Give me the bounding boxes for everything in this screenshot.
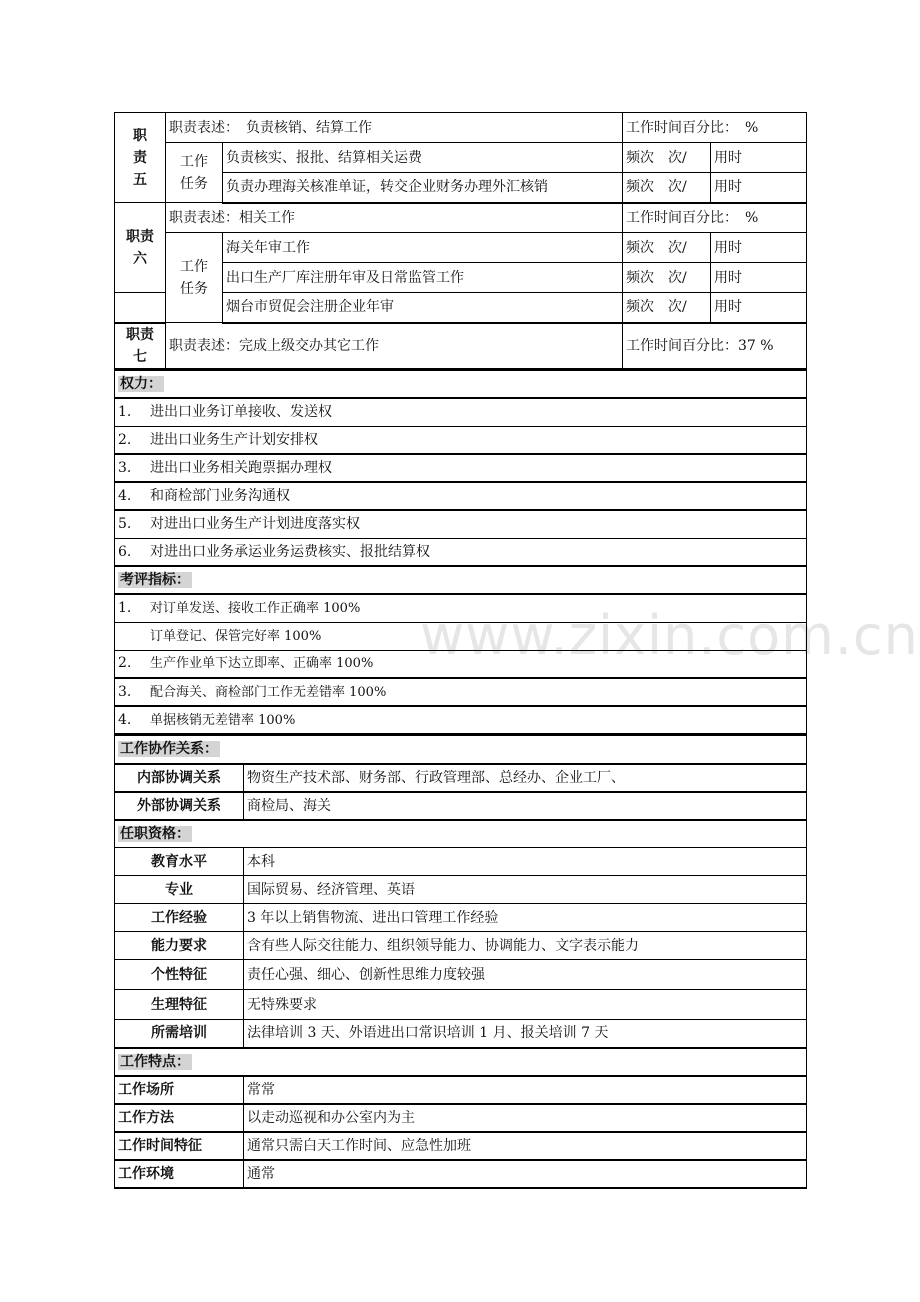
duty6-task-3: 烟台市贸促会注册企业年审: [223, 293, 623, 323]
duty5-label: 职 责 五: [115, 113, 166, 203]
qualification-row: [115, 876, 807, 904]
qualification-label: 能力要求: [115, 932, 244, 960]
power-item-number: 4.: [118, 488, 132, 504]
feature-value: 通常: [244, 1160, 807, 1188]
power-item: [115, 454, 807, 482]
qualification-value: 无特殊要求: [244, 990, 807, 1020]
relation-row: [115, 764, 807, 792]
feature-label: 工作环境: [115, 1160, 244, 1188]
feature-row: [115, 1132, 807, 1160]
duty6-task-row: [115, 233, 807, 263]
duty5-task-2: 负责办理海关核准单证，转交企业财务办理外汇核销: [223, 173, 623, 203]
duty6-task-1: 海关年审工作: [223, 233, 623, 263]
kpi-title: 考评指标：: [120, 572, 190, 588]
power-item-text: 进出口业务生产计划安排权: [150, 431, 318, 448]
duty6-task-2-time: 用时: [711, 263, 807, 293]
duty5-task-2-time: 用时: [711, 173, 807, 203]
duty6-row: [115, 203, 807, 233]
duty6-task-3-freq: 频次 次/: [623, 293, 711, 323]
duty6-task-label: 工作 任务: [166, 233, 223, 323]
duty7-percent: 工作时间百分比：37 %: [623, 323, 807, 369]
feature-row: [115, 1104, 807, 1132]
power-item-text: 进出口业务订单接收、发送权: [150, 404, 332, 421]
kpi-item-number: 4.: [118, 711, 132, 728]
powers-kpi-table: [114, 370, 807, 736]
duty5-task-1-freq: 频次 次/: [623, 143, 711, 173]
kpi-item-number: 3.: [118, 683, 132, 700]
duty6-label: 职责 六: [115, 203, 166, 293]
qualification-value: 3 年以上销售物流、进出口管理工作经验: [244, 904, 807, 932]
feature-value: 以走动巡视和办公室内为主: [244, 1104, 807, 1132]
relation-row: [115, 792, 807, 820]
relation-label: 内部协调关系: [115, 764, 244, 792]
duty5-task-label: 工作 任务: [166, 143, 223, 203]
qualification-value: 本科: [244, 848, 807, 876]
duty6-description: 职责表述：相关工作: [166, 203, 623, 233]
power-item-number: 3.: [118, 460, 132, 476]
duty6-percent: 工作时间百分比： %: [623, 203, 807, 233]
qualification-row: [115, 960, 807, 990]
duty5-task-1: 负责核实、报批、结算相关运费: [223, 143, 623, 173]
qualification-row: [115, 932, 807, 960]
power-item-number: 1.: [118, 404, 132, 421]
feature-row: [115, 1160, 807, 1188]
kpi-item-text: 配合海关、商检部门工作无差错率 100%: [150, 684, 387, 700]
kpi-item: [115, 706, 807, 734]
duty5-percent: 工作时间百分比： %: [623, 113, 807, 143]
qualification-label: 教育水平: [115, 848, 244, 876]
power-item-number: 6.: [118, 543, 132, 560]
relations-title: 工作协作关系：: [120, 741, 218, 758]
watermark-text: www.zixin.com.cn: [420, 604, 919, 667]
power-item: [115, 482, 807, 510]
relation-label: 外部协调关系: [115, 792, 244, 820]
duty7-description: 职责表述：完成上级交办其它工作: [166, 323, 623, 369]
duty7-label: 职责 七: [115, 323, 166, 369]
power-item: [115, 426, 807, 454]
kpi-item-number: 1.: [118, 599, 132, 616]
qualification-label: 所需培训: [115, 1020, 244, 1048]
duty5-description: 职责表述： 负责核销、结算工作: [166, 113, 623, 143]
relation-value: 商检局、海关: [244, 792, 807, 820]
kpi-item-text: 订单登记、保管完好率 100%: [150, 628, 322, 644]
qualification-label: 个性特征: [115, 960, 244, 990]
details-table: [114, 735, 807, 1189]
job-description-document: [114, 112, 806, 1189]
relation-value: 物资生产技术部、财务部、行政管理部、总经办、企业工厂、: [244, 764, 807, 792]
duties-table: [114, 112, 807, 370]
kpi-item-text: 单据核销无差错率 100%: [150, 712, 296, 728]
feature-value: 通常只需白天工作时间、应急性加班: [244, 1132, 807, 1160]
duty7-row: [115, 323, 807, 369]
duty5-task-2-freq: 频次 次/: [623, 173, 711, 203]
duty6-task-1-freq: 频次 次/: [623, 233, 711, 263]
qualifications-title: 任职资格：: [120, 825, 190, 842]
power-item: [115, 510, 807, 538]
feature-label: 工作时间特征: [115, 1132, 244, 1160]
power-item-number: 2.: [118, 431, 132, 448]
power-item: [115, 398, 807, 426]
feature-label: 工作方法: [115, 1104, 244, 1132]
power-item-text: 进出口业务相关跑票据办理权: [150, 460, 332, 476]
power-item: [115, 538, 807, 566]
qualification-label: 工作经验: [115, 904, 244, 932]
kpi-section-title: [115, 566, 807, 594]
kpi-item: [115, 622, 807, 650]
feature-label: 工作场所: [115, 1076, 244, 1104]
duty6-empty-label: [115, 293, 166, 323]
qualification-row: [115, 1020, 807, 1048]
power-item-text: 对进出口业务承运业务运费核实、报批结算权: [150, 543, 430, 560]
duty6-task-2-freq: 频次 次/: [623, 263, 711, 293]
qualifications-section-title: [115, 820, 807, 848]
kpi-item-text: 生产作业单下达立即率、正确率 100%: [150, 656, 374, 672]
qualification-row: [115, 848, 807, 876]
features-title: 工作特点：: [120, 1053, 190, 1070]
power-item-text: 对进出口业务生产计划进度落实权: [150, 516, 360, 533]
kpi-item-text: 对订单发送、接收工作正确率 100%: [150, 600, 361, 616]
qualification-label: 专业: [115, 876, 244, 904]
duty6-task-2: 出口生产厂库注册年审及日常监管工作: [223, 263, 623, 293]
qualification-row: [115, 904, 807, 932]
qualification-value: 责任心强、细心、创新性思维力度较强: [244, 960, 807, 990]
kpi-item: [115, 594, 807, 622]
qualification-value: 国际贸易、经济管理、英语: [244, 876, 807, 904]
kpi-item-number: 2.: [118, 655, 132, 672]
feature-value: 常常: [244, 1076, 807, 1104]
kpi-item: [115, 678, 807, 706]
duty6-task-3-time: 用时: [711, 293, 807, 323]
power-item-number: 5.: [118, 516, 132, 533]
relations-section-title: [115, 736, 807, 764]
duty5-row: [115, 113, 807, 143]
powers-title: 权力：: [120, 375, 162, 392]
qualification-value: 含有些人际交往能力、组织领导能力、协调能力、文字表示能力: [244, 932, 807, 960]
feature-row: [115, 1076, 807, 1104]
kpi-item: [115, 650, 807, 678]
qualification-label: 生理特征: [115, 990, 244, 1020]
powers-section-title: [115, 370, 807, 398]
power-item-text: 和商检部门业务沟通权: [150, 488, 290, 504]
features-section-title: [115, 1048, 807, 1076]
duty5-task-row: [115, 143, 807, 173]
qualification-row: [115, 990, 807, 1020]
duty5-task-1-time: 用时: [711, 143, 807, 173]
duty6-task-1-time: 用时: [711, 233, 807, 263]
qualification-value: 法律培训 3 天、外语进出口常识培训 1 月、报关培训 7 天: [244, 1020, 807, 1048]
